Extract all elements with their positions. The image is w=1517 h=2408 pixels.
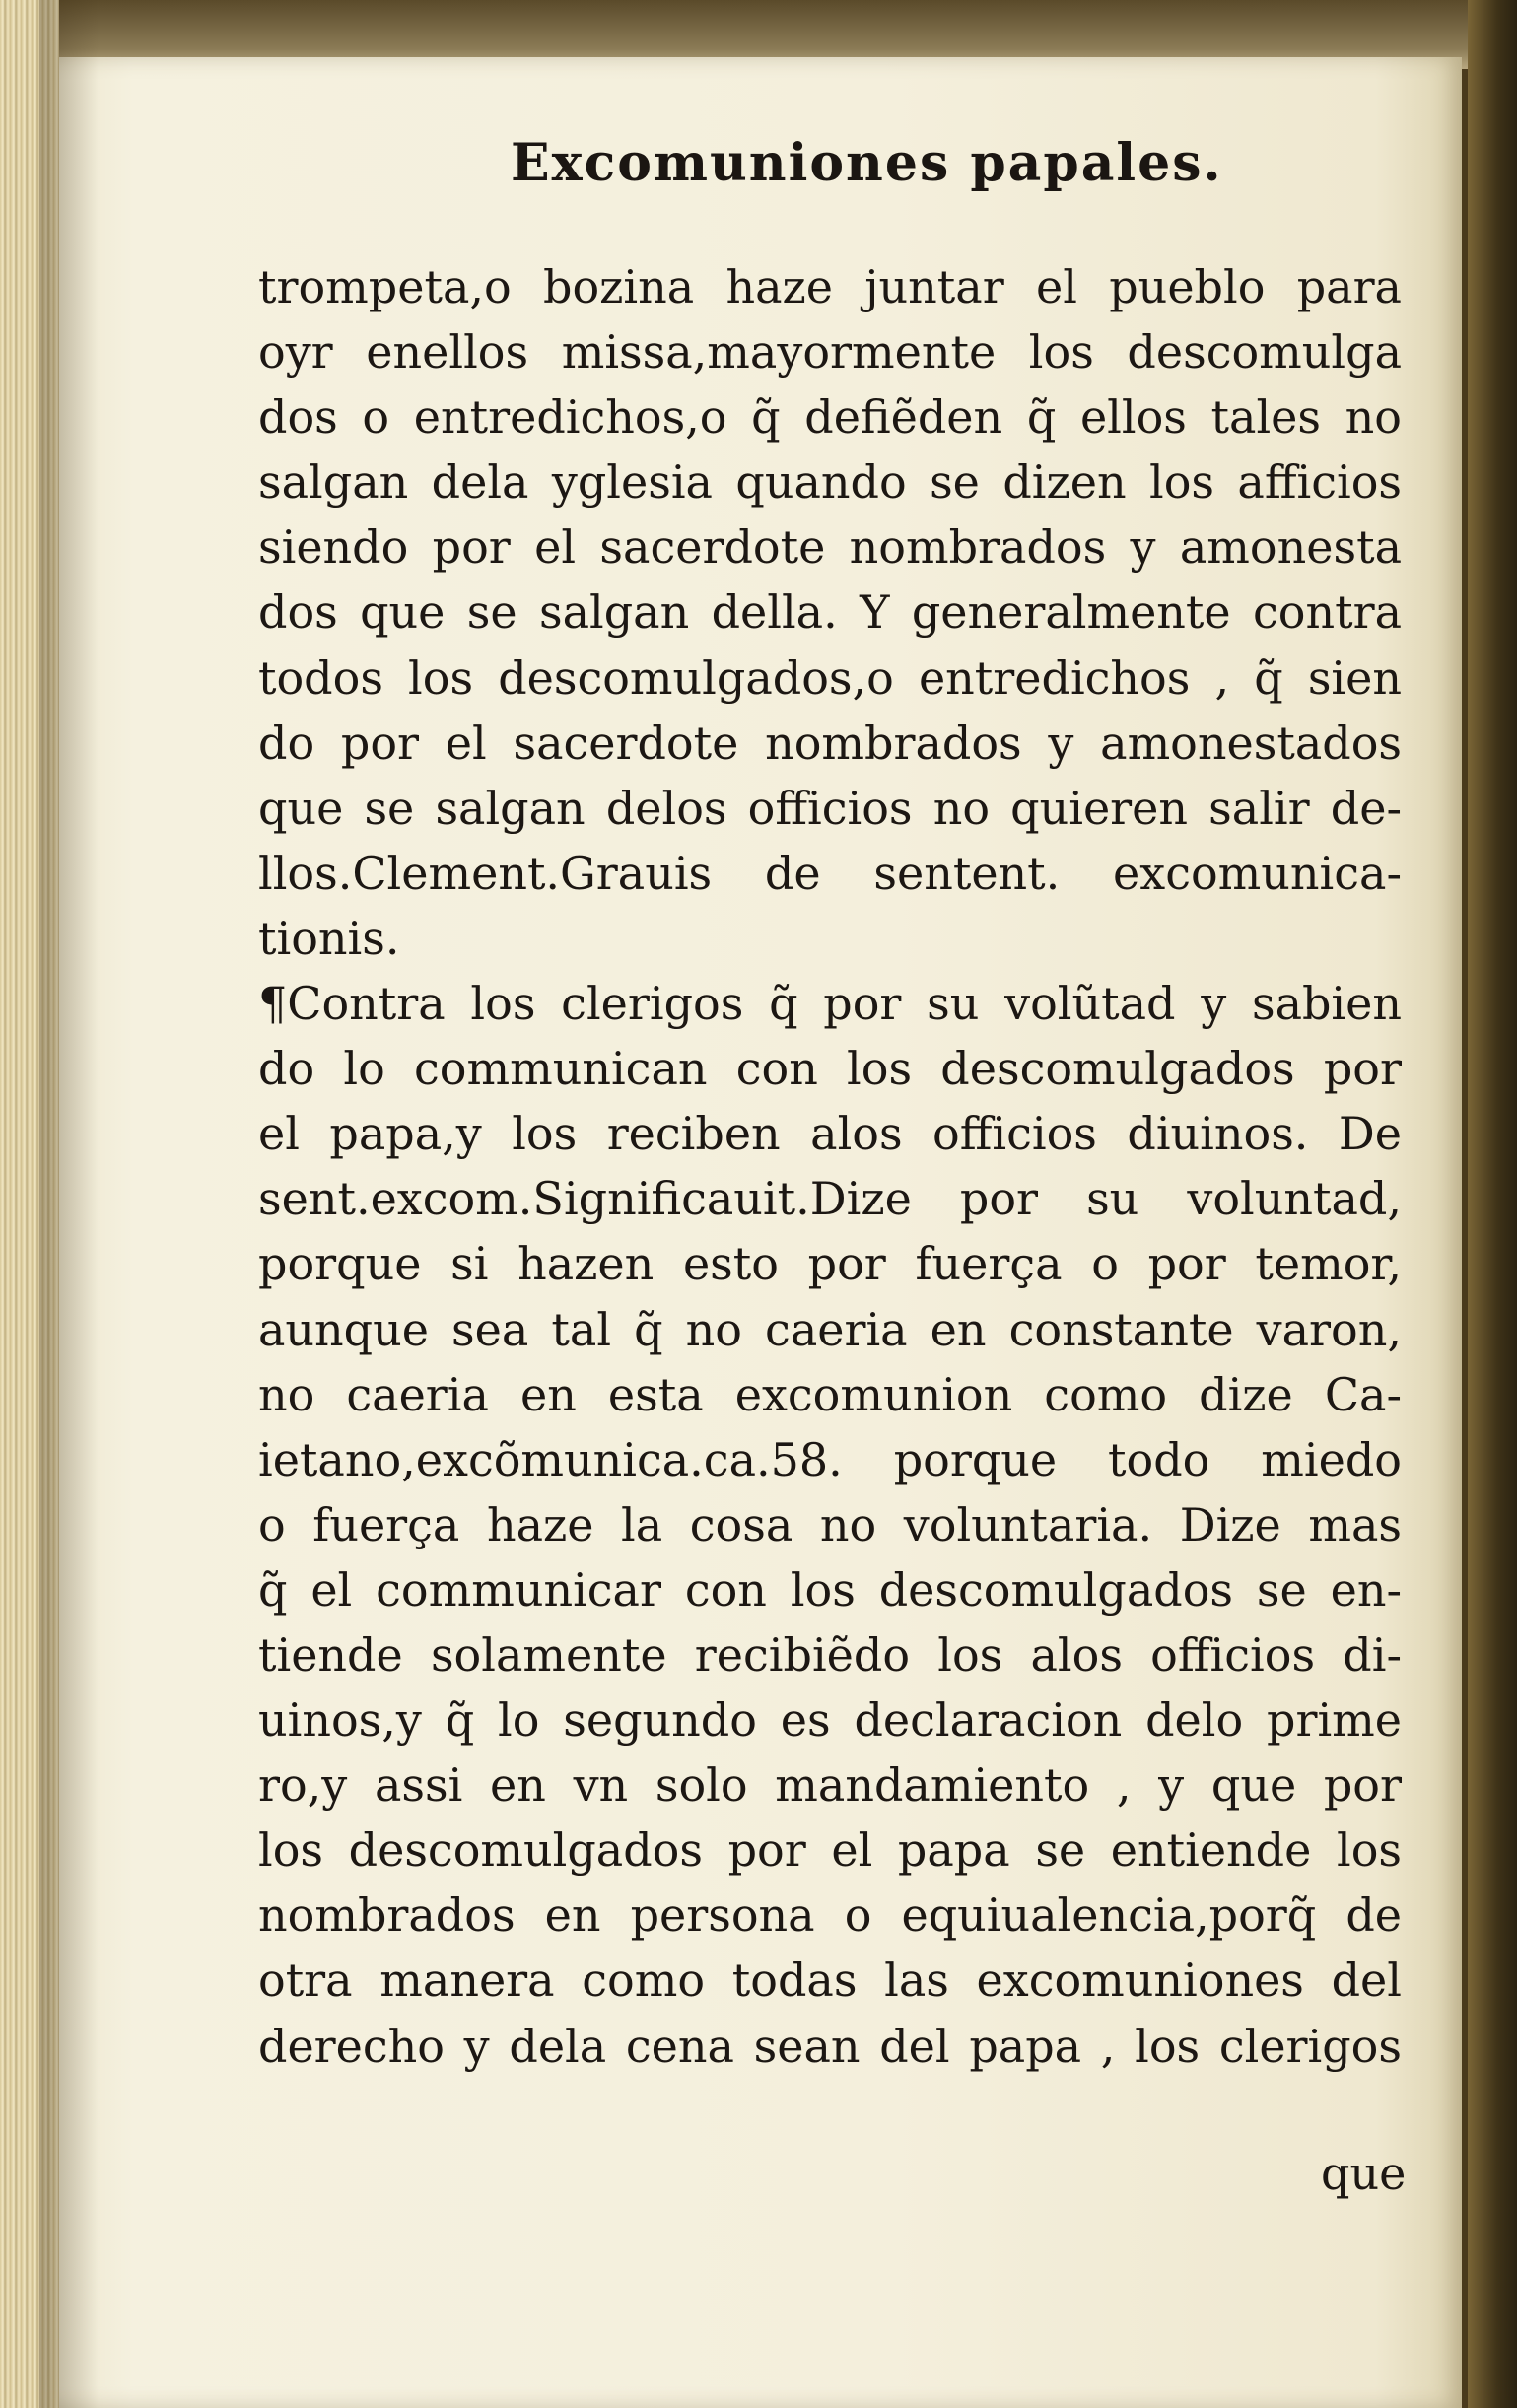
text-line: salgan dela yglesia quando se dizen los afficios (258, 455, 1402, 510)
text-line: llos.Clement.Grauis de sentent. excomunica- (258, 846, 1402, 900)
text-line: dos que se salgan della. Y generalmente contra (258, 585, 1402, 640)
page-text (258, 254, 1402, 2147)
text-line: nombrados en persona o equiualencia,porq̃ de (258, 1889, 1402, 1943)
running-header: Excomuniones papales. (511, 133, 1223, 193)
text-line: q̃ el communicar con los descomulgados se en- (258, 1562, 1402, 1617)
text-line: otra manera como todas las excomuniones del (258, 1954, 1402, 2008)
text-line: que se salgan delos officios no quieren salir de- (258, 781, 1402, 835)
text-line: los descomulgados por el papa se entiende los (258, 1823, 1402, 1878)
text-line: porque si hazen esto por fuerça o por temor, (258, 1237, 1402, 1291)
text-line: do lo communican con los descomulgados por (258, 1042, 1402, 1096)
text-line: do por el sacerdote nombrados y amonestados (258, 716, 1402, 770)
text-line: sent.excom.Significauit.Dize por su voluntad, (258, 1172, 1402, 1226)
text-line: aunque sea tal q̃ no caeria en constante varon, (258, 1302, 1402, 1356)
spine-shadow (39, 0, 99, 2408)
text-line: el papa,y los reciben alos officios diuinos. De (258, 1107, 1402, 1161)
catchword: que (1321, 2147, 1407, 2200)
text-line: oyr enellos missa,mayormente los descomulga (258, 325, 1402, 379)
right-binding-edge (1468, 0, 1517, 2408)
text-line: trompeta,o bozina haze juntar el pueblo para (258, 260, 1402, 313)
text-line: ¶Contra los clerigos q̃ por su volũtad y sabien (258, 977, 1402, 1031)
text-line: tionis. (258, 911, 400, 965)
text-line: ro,y assi en vn solo mandamiento , y que por (258, 1758, 1402, 1813)
text-line: tiende solamente recibiẽdo los alos officios di- (258, 1627, 1402, 1682)
text-line: uinos,y q̃ lo segundo es declaracion delo prime (258, 1693, 1402, 1748)
text-line: todos los descomulgados,o entredichos , q̃ sien (258, 651, 1402, 705)
text-line: dos o entredichos,o q̃ defiẽden q̃ ellos tales no (258, 390, 1402, 445)
text-line: ietano,excõmunica.ca.58. porque todo miedo (258, 1432, 1402, 1486)
text-line: no caeria en esta excomunion como dize Ca- (258, 1367, 1402, 1421)
text-line: o fuerça haze la cosa no voluntaria. Dize mas (258, 1497, 1402, 1551)
text-line: siendo por el sacerdote nombrados y amonesta (258, 520, 1402, 575)
text-line: derecho y dela cena sean del papa , los clerigos (258, 2019, 1402, 2073)
